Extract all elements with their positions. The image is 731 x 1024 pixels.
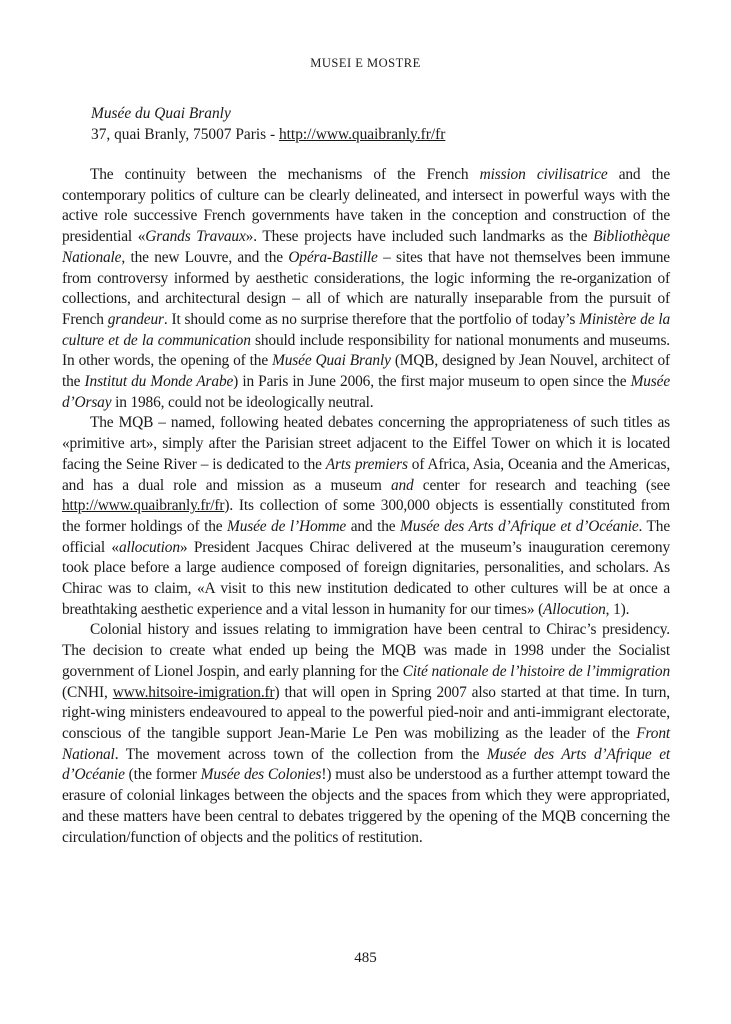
museum-address: 37, quai Branly, 75007 Paris -: [91, 125, 279, 143]
venue-block: [91, 104, 681, 145]
article-body: [62, 165, 670, 848]
museum-website-link[interactable]: http://www.quaibranly.fr/fr: [278, 125, 446, 143]
paragraph-3: Colonial history and issues relating to immigration have been central to Chirac’s presidency. The decision to create what ended up being the MQB was made in 1998 under the Socialist government of Lionel Jospin, and early planning for the Cité nationale de l’histoire de l’immigration (CNHI, www.hitsoire-imigration.fr) that will open in Spring 2007 also started at that time. In turn, right-wing ministers endeavoured to appeal to the powerful pied-noir and anti-immigrant electorate, conscious of the tangible support Jean-Marie Le Pen was mobilizing as the leader of the Front National. The movement across town of the collection from the Musée des Arts d’Afrique et d’Océanie (the former Musée des Colonies!) must also be understood as a further attempt toward the erasure of colonial linkages between the objects and the spaces from which they were appropriated, and these matters have been central to debates triggered by the opening of the MQB concerning the circulation/function of objects and the politics of restitution.: [62, 621, 671, 846]
cnhi-website-link[interactable]: www.hitsoire-imigration.fr: [112, 683, 275, 701]
paragraph-1: The continuity between the mechanisms of the French mission civilisatrice and the contemporary politics of culture can be clearly delineated, and intersect in powerful ways with the active role successive French governments have taken in the conception and construction of the presidential «Grands Travaux». These projects have included such landmarks as the Bibliothèque Nationale, the new Louvre, and the Opéra-Bastille – sites that have not themselves been immune from controversy informed by aesthetic considerations, the logic informing the re-organization of collections, and architectural design – all of which are naturally inseparable from the pursuit of French grandeur. It should come as no surprise therefore that the portfolio of today’s Ministère de la culture et de la communication should include responsibility for national monuments and museums. In other words, the opening of the Musée Quai Branly (MQB, designed by Jean Nouvel, architect of the Institut du Monde Arabe) in Paris in June 2006, the first major museum to open since the Musée d’Orsay in 1986, could not be ideologically neutral.: [62, 166, 671, 411]
museum-address-line: [91, 125, 681, 146]
inline-website-link[interactable]: http://www.quaibranly.fr/fr: [62, 497, 225, 515]
paragraph-2: The MQB – named, following heated debates concerning the appropriateness of such titles as «primitive art», simply after the Parisian street adjacent to the Eiffel Tower on which it is located facing the Seine River – is dedicated to the Arts premiers of Africa, Asia, Oceania and the Americas, and has a dual role and mission as a museum and center for research and teaching (see http://www.quaibranly.fr/fr). Its collection of some 300,000 objects is essentially constituted from the former holdings of the Musée de l’Homme and the Musée des Arts d’Afrique et d’Océanie. The official «allocution» President Jacques Chirac delivered at the museum’s inauguration ceremony took place before a large audience composed of foreign dignitaries, personalities, and scholars. As Chirac was to claim, «A visit to this new institution dedicated to other cultures will be at once a breathtaking aesthetic experience and a vital lesson in humanity for our times» (Allocution, 1).: [62, 414, 671, 618]
museum-name: Musée du Quai Branly: [91, 105, 231, 122]
running-header: MUSEI E MOSTRE: [310, 56, 421, 70]
page-number: 485: [354, 950, 377, 966]
